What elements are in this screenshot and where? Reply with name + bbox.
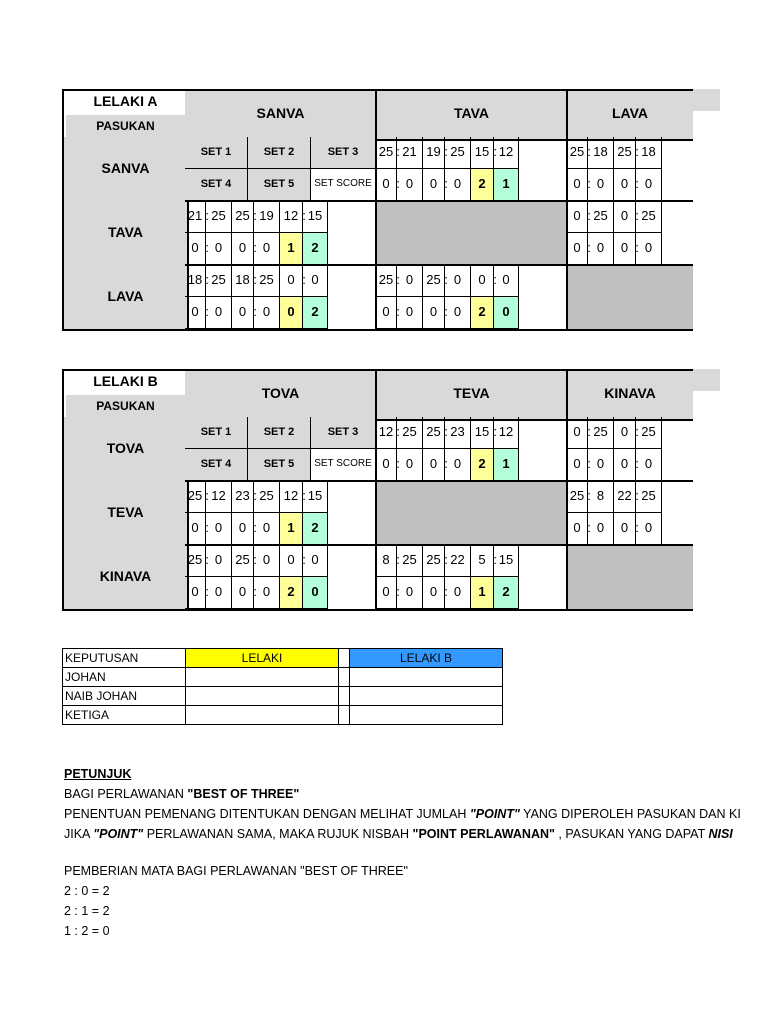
score-cell: 25 <box>636 201 662 233</box>
score-cell: 0 <box>445 577 471 609</box>
score-cell: 0 <box>423 297 445 329</box>
score-cell: 0 <box>280 265 303 297</box>
score-cell: 0 <box>254 577 280 609</box>
score-cell: 25 <box>376 265 397 297</box>
score-cell: 0 <box>423 449 445 481</box>
points-title: PEMBERIAN MATA BAGI PERLAWANAN "BEST OF THREE" <box>64 864 408 878</box>
score-cell: 0 <box>636 169 662 201</box>
points-rule: 1 : 2 = 0 <box>64 924 110 938</box>
separator: : <box>587 456 591 471</box>
score-cell: 0 <box>206 513 232 545</box>
column-team-header: TAVA <box>376 89 569 141</box>
set-score-cell: 2 <box>303 297 328 329</box>
score-cell: 0 <box>303 265 328 297</box>
score-cell: 25 <box>588 201 614 233</box>
set-label: SET 3 <box>311 417 376 449</box>
score-cell: 25 <box>636 481 662 513</box>
score-cell: 0 <box>567 233 588 265</box>
separator: : <box>444 304 448 319</box>
score-cell: 21 <box>185 201 206 233</box>
keputusan-row-label: JOHAN <box>63 668 186 687</box>
separator: : <box>493 144 497 159</box>
keputusan-spacer <box>339 649 350 668</box>
score-cell: 0 <box>445 449 471 481</box>
separator: : <box>396 456 400 471</box>
separator: : <box>396 584 400 599</box>
separator: : <box>205 240 209 255</box>
group-corner <box>62 89 189 141</box>
score-cell: 0 <box>206 233 232 265</box>
score-cell: 0 <box>636 233 662 265</box>
score-cell: 0 <box>397 169 423 201</box>
score-cell: 0 <box>614 169 636 201</box>
diagonal-block <box>376 201 567 265</box>
score-cell: 0 <box>185 297 206 329</box>
score-cell: 25 <box>232 201 254 233</box>
group-b-score-grid <box>62 369 693 611</box>
row-team-header: LAVA <box>62 265 189 331</box>
bottom-border <box>185 329 693 331</box>
set-label: SET 1 <box>185 137 248 169</box>
score-cell: 25 <box>614 137 636 169</box>
score-cell: 12 <box>376 417 397 449</box>
separator: : <box>635 424 639 439</box>
separator: : <box>205 272 209 287</box>
note-line-1: BAGI PERLAWANAN "BEST OF THREE" <box>64 787 300 801</box>
separator: : <box>396 424 400 439</box>
group-a-score-grid <box>62 89 693 331</box>
separator: : <box>635 144 639 159</box>
set-score-cell: 2 <box>303 513 328 545</box>
bottom-border <box>185 609 693 611</box>
separator: : <box>587 424 591 439</box>
separator: : <box>205 584 209 599</box>
score-cell: 0 <box>494 265 519 297</box>
column-divider <box>375 89 377 331</box>
score-cell: 15 <box>471 137 494 169</box>
separator: : <box>253 584 257 599</box>
separator: : <box>587 520 591 535</box>
separator: : <box>302 272 306 287</box>
row-divider <box>185 264 693 266</box>
score-cell: 0 <box>588 513 614 545</box>
score-cell: 25 <box>397 417 423 449</box>
set-label: SET 2 <box>248 137 311 169</box>
separator: : <box>396 552 400 567</box>
score-cell: 0 <box>614 233 636 265</box>
row-team-header: TOVA <box>62 417 189 483</box>
score-cell: 0 <box>614 201 636 233</box>
keputusan-cell[interactable] <box>350 668 503 687</box>
set-score-cell: 2 <box>280 577 303 609</box>
score-cell: 0 <box>206 545 232 577</box>
score-cell: 0 <box>445 297 471 329</box>
score-cell: 5 <box>471 545 494 577</box>
score-cell: 25 <box>636 417 662 449</box>
separator: : <box>493 272 497 287</box>
separator: : <box>205 304 209 319</box>
column-divider <box>375 369 377 611</box>
points-rule: 2 : 0 = 2 <box>64 884 110 898</box>
separator: : <box>587 240 591 255</box>
score-cell: 0 <box>185 513 206 545</box>
score-cell: 0 <box>567 169 588 201</box>
separator: : <box>587 208 591 223</box>
score-cell: 25 <box>397 545 423 577</box>
score-cell: 15 <box>303 201 328 233</box>
separator: : <box>635 456 639 471</box>
set-label: SET 3 <box>311 137 376 169</box>
score-cell: 15 <box>471 417 494 449</box>
separator: : <box>253 520 257 535</box>
separator: : <box>635 520 639 535</box>
score-cell: 18 <box>185 265 206 297</box>
score-cell: 23 <box>445 417 471 449</box>
set-score-cell: 1 <box>494 449 519 481</box>
set-label: SET 2 <box>248 417 311 449</box>
score-cell: 0 <box>567 201 588 233</box>
note-line-2: PENENTUAN PEMENANG DITENTUKAN DENGAN MELIHAT JUMLAH "POINT" YANG DIPEROLEH PASUKAN DAN KI <box>64 807 741 821</box>
set-label: SET 4 <box>185 169 248 201</box>
score-cell: 25 <box>254 481 280 513</box>
score-cell: 0 <box>614 449 636 481</box>
row-divider <box>185 480 693 482</box>
score-cell: 25 <box>423 417 445 449</box>
score-cell: 0 <box>636 513 662 545</box>
score-cell: 25 <box>567 481 588 513</box>
set-score-cell: 2 <box>471 449 494 481</box>
set-score-cell: 2 <box>303 233 328 265</box>
column-team-header: KINAVA <box>567 369 693 421</box>
score-cell: 22 <box>614 481 636 513</box>
score-cell: 0 <box>254 297 280 329</box>
score-cell: 19 <box>254 201 280 233</box>
separator: : <box>253 240 257 255</box>
row-team-header: TEVA <box>62 481 189 547</box>
score-cell: 0 <box>445 265 471 297</box>
score-cell: 0 <box>376 577 397 609</box>
separator: : <box>444 456 448 471</box>
set-score-cell: 0 <box>494 297 519 329</box>
score-cell: 0 <box>588 233 614 265</box>
score-cell: 25 <box>206 265 232 297</box>
score-cell: 0 <box>206 577 232 609</box>
separator: : <box>253 272 257 287</box>
row-divider <box>185 544 693 546</box>
score-cell: 0 <box>636 449 662 481</box>
separator: : <box>253 304 257 319</box>
keputusan-col-lelaki: LELAKI <box>186 649 339 668</box>
keputusan-cell[interactable] <box>350 687 503 706</box>
separator: : <box>302 552 306 567</box>
score-cell: 0 <box>397 265 423 297</box>
separator: : <box>253 208 257 223</box>
group-corner <box>62 369 189 421</box>
set-score-cell: 2 <box>494 577 519 609</box>
column-divider <box>566 89 568 331</box>
column-team-header: TOVA <box>185 369 378 421</box>
separator: : <box>444 552 448 567</box>
score-cell: 8 <box>376 545 397 577</box>
note-line-3: JIKA "POINT" PERLAWANAN SAMA, MAKA RUJUK NISBAH "POINT PERLAWANAN" , PASUKAN YANG DAPAT NISI <box>64 827 733 841</box>
set-score-cell: 2 <box>471 169 494 201</box>
row-divider <box>185 200 693 202</box>
score-cell: 0 <box>232 233 254 265</box>
separator: : <box>205 208 209 223</box>
score-cell: 19 <box>423 137 445 169</box>
score-cell: 0 <box>423 577 445 609</box>
diagonal-block <box>376 481 567 545</box>
separator: : <box>493 552 497 567</box>
score-cell: 18 <box>232 265 254 297</box>
overflow-tab-a <box>693 89 720 111</box>
score-cell: 0 <box>376 449 397 481</box>
score-cell: 0 <box>397 577 423 609</box>
pasukan-label: PASUKAN <box>66 395 185 417</box>
separator: : <box>444 176 448 191</box>
score-cell: 25 <box>206 201 232 233</box>
set-score-cell: 1 <box>471 577 494 609</box>
score-cell: 0 <box>376 297 397 329</box>
score-cell: 0 <box>445 169 471 201</box>
set-label: SET 5 <box>248 169 311 201</box>
score-cell: 0 <box>185 577 206 609</box>
score-cell: 0 <box>614 513 636 545</box>
row-team-header: SANVA <box>62 137 189 203</box>
separator: : <box>635 240 639 255</box>
score-cell: 25 <box>232 545 254 577</box>
separator: : <box>635 208 639 223</box>
score-cell: 12 <box>280 201 303 233</box>
score-cell: 8 <box>588 481 614 513</box>
score-cell: 22 <box>445 545 471 577</box>
score-cell: 0 <box>567 513 588 545</box>
separator: : <box>205 520 209 535</box>
keputusan-col-lelaki-b: LELAKI B <box>350 649 503 668</box>
score-cell: 21 <box>397 137 423 169</box>
score-cell: 0 <box>376 169 397 201</box>
score-cell: 0 <box>254 233 280 265</box>
score-cell: 0 <box>567 449 588 481</box>
score-cell: 12 <box>206 481 232 513</box>
score-cell: 18 <box>588 137 614 169</box>
separator: : <box>493 424 497 439</box>
separator: : <box>302 488 306 503</box>
petunjuk-heading: PETUNJUK <box>64 767 132 781</box>
keputusan-cell[interactable] <box>350 706 503 725</box>
score-cell: 25 <box>423 545 445 577</box>
diagonal-block <box>567 265 693 329</box>
score-cell: 0 <box>614 417 636 449</box>
set-label: SET SCORE <box>311 449 376 481</box>
separator: : <box>396 176 400 191</box>
separator: : <box>587 176 591 191</box>
score-cell: 0 <box>185 233 206 265</box>
separator: : <box>635 176 639 191</box>
separator: : <box>444 584 448 599</box>
keputusan-cell[interactable] <box>186 706 339 725</box>
score-cell: 18 <box>636 137 662 169</box>
keputusan-row-label: KETIGA <box>63 706 186 725</box>
score-cell: 25 <box>254 265 280 297</box>
score-cell: 0 <box>471 265 494 297</box>
separator: : <box>396 304 400 319</box>
score-cell: 0 <box>232 577 254 609</box>
set-score-cell: 0 <box>280 297 303 329</box>
overflow-tab-b <box>693 369 720 391</box>
column-team-header: LAVA <box>567 89 693 141</box>
score-cell: 0 <box>254 513 280 545</box>
column-divider <box>566 369 568 611</box>
set-score-cell: 1 <box>280 513 303 545</box>
separator: : <box>396 144 400 159</box>
score-cell: 25 <box>445 137 471 169</box>
separator: : <box>396 272 400 287</box>
separator: : <box>205 552 209 567</box>
score-cell: 25 <box>423 265 445 297</box>
keputusan-cell[interactable] <box>186 668 339 687</box>
score-cell: 25 <box>567 137 588 169</box>
score-cell: 25 <box>376 137 397 169</box>
score-cell: 0 <box>303 545 328 577</box>
score-cell: 12 <box>494 137 519 169</box>
score-cell: 15 <box>303 481 328 513</box>
points-rule: 2 : 1 = 2 <box>64 904 110 918</box>
score-cell: 0 <box>206 297 232 329</box>
pasukan-label: PASUKAN <box>66 115 185 137</box>
score-cell: 0 <box>567 417 588 449</box>
column-team-header: SANVA <box>185 89 378 141</box>
diagonal-block <box>567 545 693 609</box>
score-cell: 23 <box>232 481 254 513</box>
separator: : <box>253 552 257 567</box>
score-cell: 25 <box>185 481 206 513</box>
score-cell: 0 <box>588 449 614 481</box>
separator: : <box>302 208 306 223</box>
score-cell: 25 <box>185 545 206 577</box>
set-label: SET 1 <box>185 417 248 449</box>
score-cell: 15 <box>494 545 519 577</box>
score-cell: 0 <box>397 449 423 481</box>
separator: : <box>444 272 448 287</box>
score-cell: 0 <box>280 545 303 577</box>
set-label: SET SCORE <box>311 169 376 201</box>
separator: : <box>444 424 448 439</box>
score-cell: 0 <box>232 297 254 329</box>
set-score-cell: 1 <box>280 233 303 265</box>
score-cell: 25 <box>588 417 614 449</box>
group-title: LELAKI B <box>93 373 158 389</box>
separator: : <box>444 144 448 159</box>
score-cell: 0 <box>232 513 254 545</box>
separator: : <box>253 488 257 503</box>
row-team-header: KINAVA <box>62 545 189 611</box>
score-cell: 12 <box>494 417 519 449</box>
score-cell: 0 <box>423 169 445 201</box>
set-label: SET 4 <box>185 449 248 481</box>
row-team-header: TAVA <box>62 201 189 267</box>
separator: : <box>205 488 209 503</box>
set-label: SET 5 <box>248 449 311 481</box>
separator: : <box>587 488 591 503</box>
keputusan-cell[interactable] <box>186 687 339 706</box>
separator: : <box>587 144 591 159</box>
column-team-header: TEVA <box>376 369 569 421</box>
score-cell: 12 <box>280 481 303 513</box>
keputusan-table <box>62 648 503 725</box>
keputusan-header: KEPUTUSAN <box>63 649 186 668</box>
keputusan-row-label: NAIB JOHAN <box>63 687 186 706</box>
score-cell: 0 <box>397 297 423 329</box>
set-score-cell: 1 <box>494 169 519 201</box>
separator: : <box>635 488 639 503</box>
score-cell: 0 <box>588 169 614 201</box>
score-cell: 0 <box>254 545 280 577</box>
set-score-cell: 0 <box>303 577 328 609</box>
set-score-cell: 2 <box>471 297 494 329</box>
group-title: LELAKI A <box>93 93 158 109</box>
